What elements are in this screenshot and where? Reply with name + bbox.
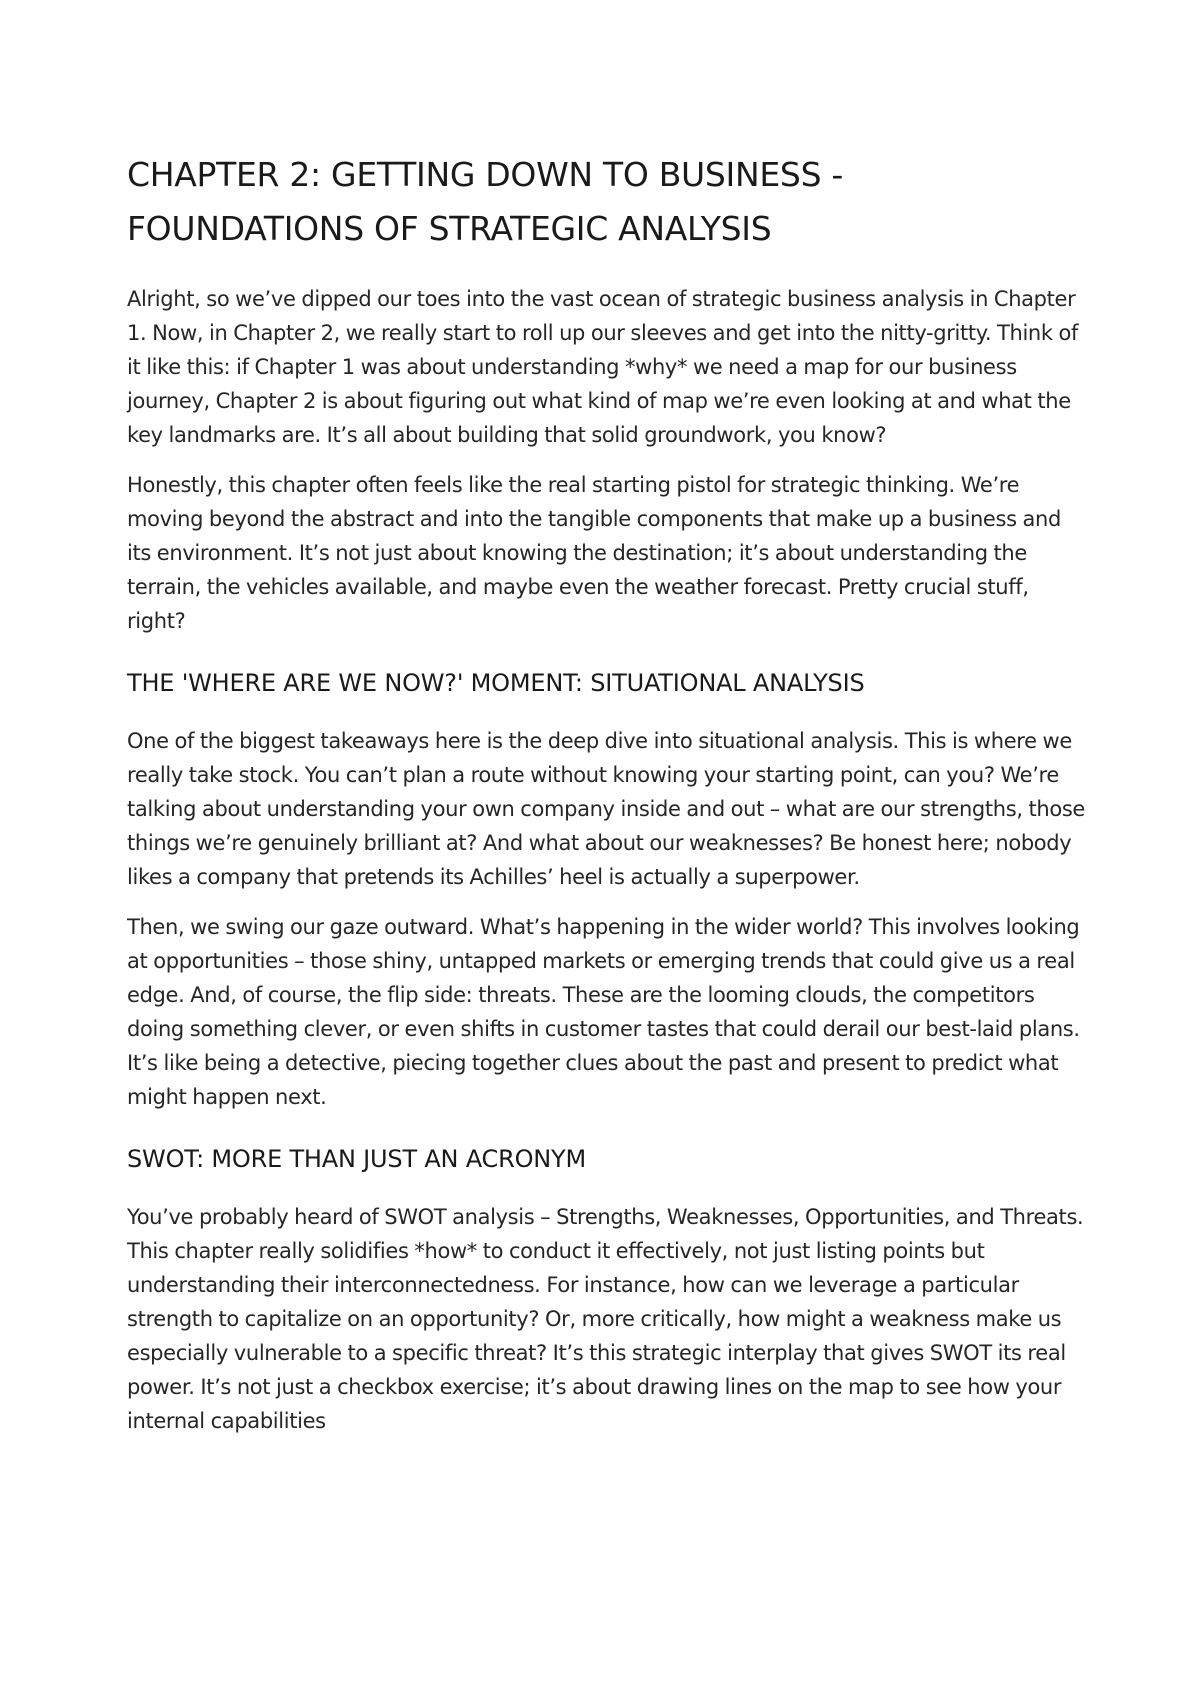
section-heading-swot: SWOT: MORE THAN JUST AN ACRONYM <box>127 1145 586 1173</box>
section-swot <box>127 1142 1087 1438</box>
situational-paragraph-1: One of the biggest takeaways here is the deep dive into situational analysis. This is where we really take stock. You can’t plan a route without knowing your starting point, can you? We’re talking about understanding your own company inside and out – what are our strengths, those things we’re genuinely brilliant at? And what about our weaknesses? Be honest here; nobody likes a company that pretends its Achilles’ heel is actually a superpower. <box>127 729 1085 889</box>
intro-paragraph-1: Alright, so we’ve dipped our toes into the vast ocean of strategic business analysis in Chapter 1. Now, in Chapter 2, we really start to roll up our sleeves and get into the nitty-gritty. Think of it like this: if Chapter 1 was about understanding *why* we need a map for our business journey, Chapter 2 is about figuring out what kind of map we’re even looking at and what the key landmarks are. It’s all about building that solid groundwork, you know? <box>127 287 1079 447</box>
swot-paragraph-1: You’ve probably heard of SWOT analysis – Strengths, Weaknesses, Opportunities, and Threats. This chapter really solidifies *how* to conduct it effectively, not just listing points but understanding their interconnectedness. For instance, how can we leverage a particular strength to capitalize on an opportunity? Or, more critically, how might a weakness make us especially vulnerable to a specific threat? It’s this strategic interplay that gives SWOT its real power. It’s not just a checkbox exercise; it’s about drawing lines on the map to see how your internal capabilities <box>127 1205 1084 1433</box>
intro-paragraph-2: Honestly, this chapter often feels like the real starting pistol for strategic thinking. We’re moving beyond the abstract and into the tangible components that make up a business and its environment. It’s not just about knowing the destination; it’s about understanding the terrain, the vehicles available, and maybe even the weather forecast. Pretty crucial stuff, right? <box>127 473 1061 633</box>
section-heading-situational-analysis: THE 'WHERE ARE WE NOW?' MOMENT: SITUATIONAL ANALYSIS <box>127 669 865 697</box>
chapter-title: CHAPTER 2: GETTING DOWN TO BUSINESS - FOUNDATIONS OF STRATEGIC ANALYSIS <box>127 155 844 248</box>
section-situational-analysis <box>127 666 1087 1114</box>
situational-paragraph-2: Then, we swing our gaze outward. What’s happening in the wider world? This involves looking at opportunities – those shiny, untapped markets or emerging trends that could give us a real edge. And, of course, the flip side: threats. These are the looming clouds, the competitors doing something clever, or even shifts in customer tastes that could derail our best-laid plans. It’s like being a detective, piecing together clues about the past and present to predict what might happen next. <box>127 915 1080 1109</box>
document-page <box>127 148 1087 1454</box>
